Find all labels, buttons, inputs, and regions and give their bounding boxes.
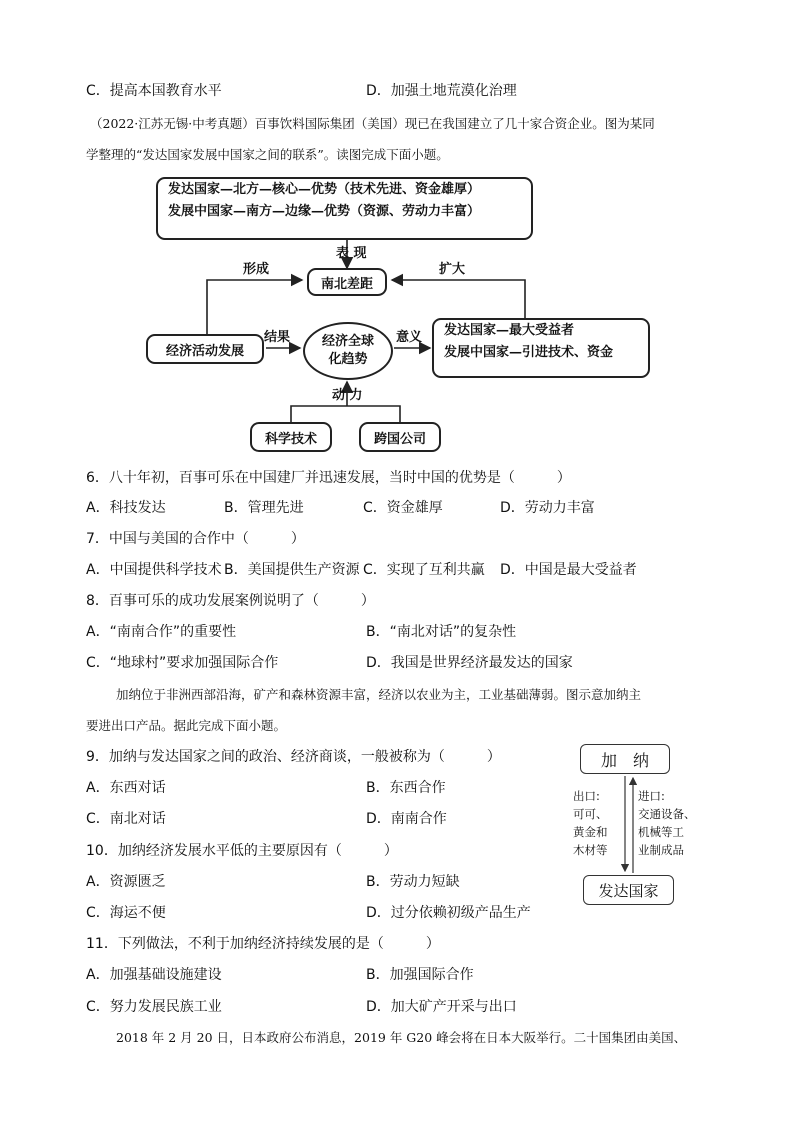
globalization-ellipse bbox=[303, 322, 393, 380]
q7-option-b: B．美国提供生产资源 bbox=[224, 562, 360, 578]
import-line-1: 进口: bbox=[638, 789, 665, 803]
label-jieguo: 结果 bbox=[264, 330, 291, 345]
q6-option-d: D．劳动力丰富 bbox=[500, 500, 595, 516]
q8-option-c: C．“地球村”要求加强国际合作 bbox=[86, 655, 279, 671]
significance-box bbox=[432, 318, 650, 378]
q6-option-b: B．管理先进 bbox=[224, 500, 304, 516]
ghana-intro-line1: 加纳位于非洲西部沿海，矿产和森林资源丰富，经济以农业为主，工业基础薄弱。图示意加纳主 bbox=[116, 687, 642, 702]
ghana-box: 加 纳 bbox=[580, 744, 670, 774]
q11-option-b: B．加强国际合作 bbox=[366, 967, 474, 983]
significance-line1: 发达国家—最大受益者 bbox=[444, 323, 575, 338]
developed-countries-box: 发达国家 bbox=[583, 875, 674, 905]
q8-option-a: A．“南南合作”的重要性 bbox=[86, 624, 237, 640]
intro-text-line2: 学整理的“发达国家发展中国家之间的联系”。读图完成下面小题。 bbox=[86, 147, 449, 162]
label-xingcheng: 形成 bbox=[243, 262, 270, 277]
export-line-2: 可可、 bbox=[573, 807, 608, 821]
q9-option-d: D．南南合作 bbox=[366, 811, 447, 827]
significance-line2: 发展中国家—引进技术、资金 bbox=[444, 345, 614, 360]
q6-option-c: C．资金雄厚 bbox=[363, 500, 443, 516]
multinational-company-box: 跨国公司 bbox=[359, 422, 441, 452]
question-10-stem: 10．加纳经济发展水平低的主要原因有（ ） bbox=[86, 843, 398, 859]
q7-option-a: A．中国提供科学技术 bbox=[86, 562, 222, 578]
option-d: D．加强土地荒漠化治理 bbox=[366, 83, 517, 99]
globalization-line1: 经济全球 bbox=[321, 334, 374, 349]
q9-option-a: A．东西对话 bbox=[86, 780, 166, 796]
question-8-stem: 8．百事可乐的成功发展案例说明了（ ） bbox=[86, 593, 375, 609]
q10-option-d: D．过分依赖初级产品生产 bbox=[366, 905, 531, 921]
economic-activity-box: 经济活动发展 bbox=[146, 334, 264, 364]
export-line-4: 木材等 bbox=[573, 843, 608, 857]
developed-developing-box bbox=[156, 177, 533, 240]
q11-option-d: D．加大矿产开采与出口 bbox=[366, 999, 517, 1015]
globalization-line2: 化趋势 bbox=[328, 352, 368, 367]
q10-option-c: C．海运不便 bbox=[86, 905, 166, 921]
label-biaoxian: 表 现 bbox=[336, 246, 367, 261]
north-south-gap-box: 南北差距 bbox=[307, 268, 387, 296]
label-dongli: 动 力 bbox=[332, 388, 363, 403]
question-7-stem: 7．中国与美国的合作中（ ） bbox=[86, 531, 305, 547]
q10-option-a: A．资源匮乏 bbox=[86, 874, 166, 890]
question-6-stem: 6．八十年初，百事可乐在中国建厂并迅速发展，当时中国的优势是（ ） bbox=[86, 470, 571, 486]
label-yiyi: 意义 bbox=[396, 330, 423, 345]
option-c: C．提高本国教育水平 bbox=[86, 83, 222, 99]
q8-option-d: D．我国是世界经济最发达的国家 bbox=[366, 655, 573, 671]
question-11-stem: 11．下列做法，不利于加纳经济持续发展的是（ ） bbox=[86, 936, 440, 952]
q11-option-c: C．努力发展民族工业 bbox=[86, 999, 222, 1015]
import-line-3: 机械等工 bbox=[638, 825, 684, 839]
q9-option-b: B．东西合作 bbox=[366, 780, 446, 796]
q11-option-a: A．加强基础设施建设 bbox=[86, 967, 222, 983]
q7-option-d: D．中国是最大受益者 bbox=[500, 562, 637, 578]
g20-intro-line: 2018 年 2 月 20 日，日本政府公布消息，2019 年 G20 峰会将在日本大阪举行。二十国集团由美国、 bbox=[116, 1030, 687, 1045]
ghana-intro-line2: 要进出口产品。据此完成下面小题。 bbox=[86, 718, 287, 733]
export-line-1: 出口: bbox=[573, 789, 600, 803]
import-line-4: 业制成品 bbox=[638, 843, 684, 857]
developed-line: 发达国家—北方—核心—优势（技术先进、资金雄厚） bbox=[168, 182, 481, 197]
label-kuoda: 扩大 bbox=[439, 262, 466, 277]
q6-option-a: A．科技发达 bbox=[86, 500, 166, 516]
q9-option-c: C．南北对话 bbox=[86, 811, 166, 827]
intro-text-line1: （2022·江苏无锡·中考真题）百事饮料国际集团（美国）现已在我国建立了几十家合资企业。图为某同 bbox=[90, 116, 655, 131]
import-line-2: 交通设备、 bbox=[638, 807, 696, 821]
q8-option-b: B．“南北对话”的复杂性 bbox=[366, 624, 517, 640]
export-line-3: 黄金和 bbox=[573, 825, 608, 839]
q10-option-b: B．劳动力短缺 bbox=[366, 874, 460, 890]
developing-line: 发展中国家—南方—边缘—优势（资源、劳动力丰富） bbox=[168, 204, 481, 219]
question-9-stem: 9．加纳与发达国家之间的政治、经济商谈，一般被称为（ ） bbox=[86, 749, 501, 765]
q7-option-c: C．实现了互利共赢 bbox=[363, 562, 485, 578]
science-technology-box: 科学技术 bbox=[250, 422, 332, 452]
